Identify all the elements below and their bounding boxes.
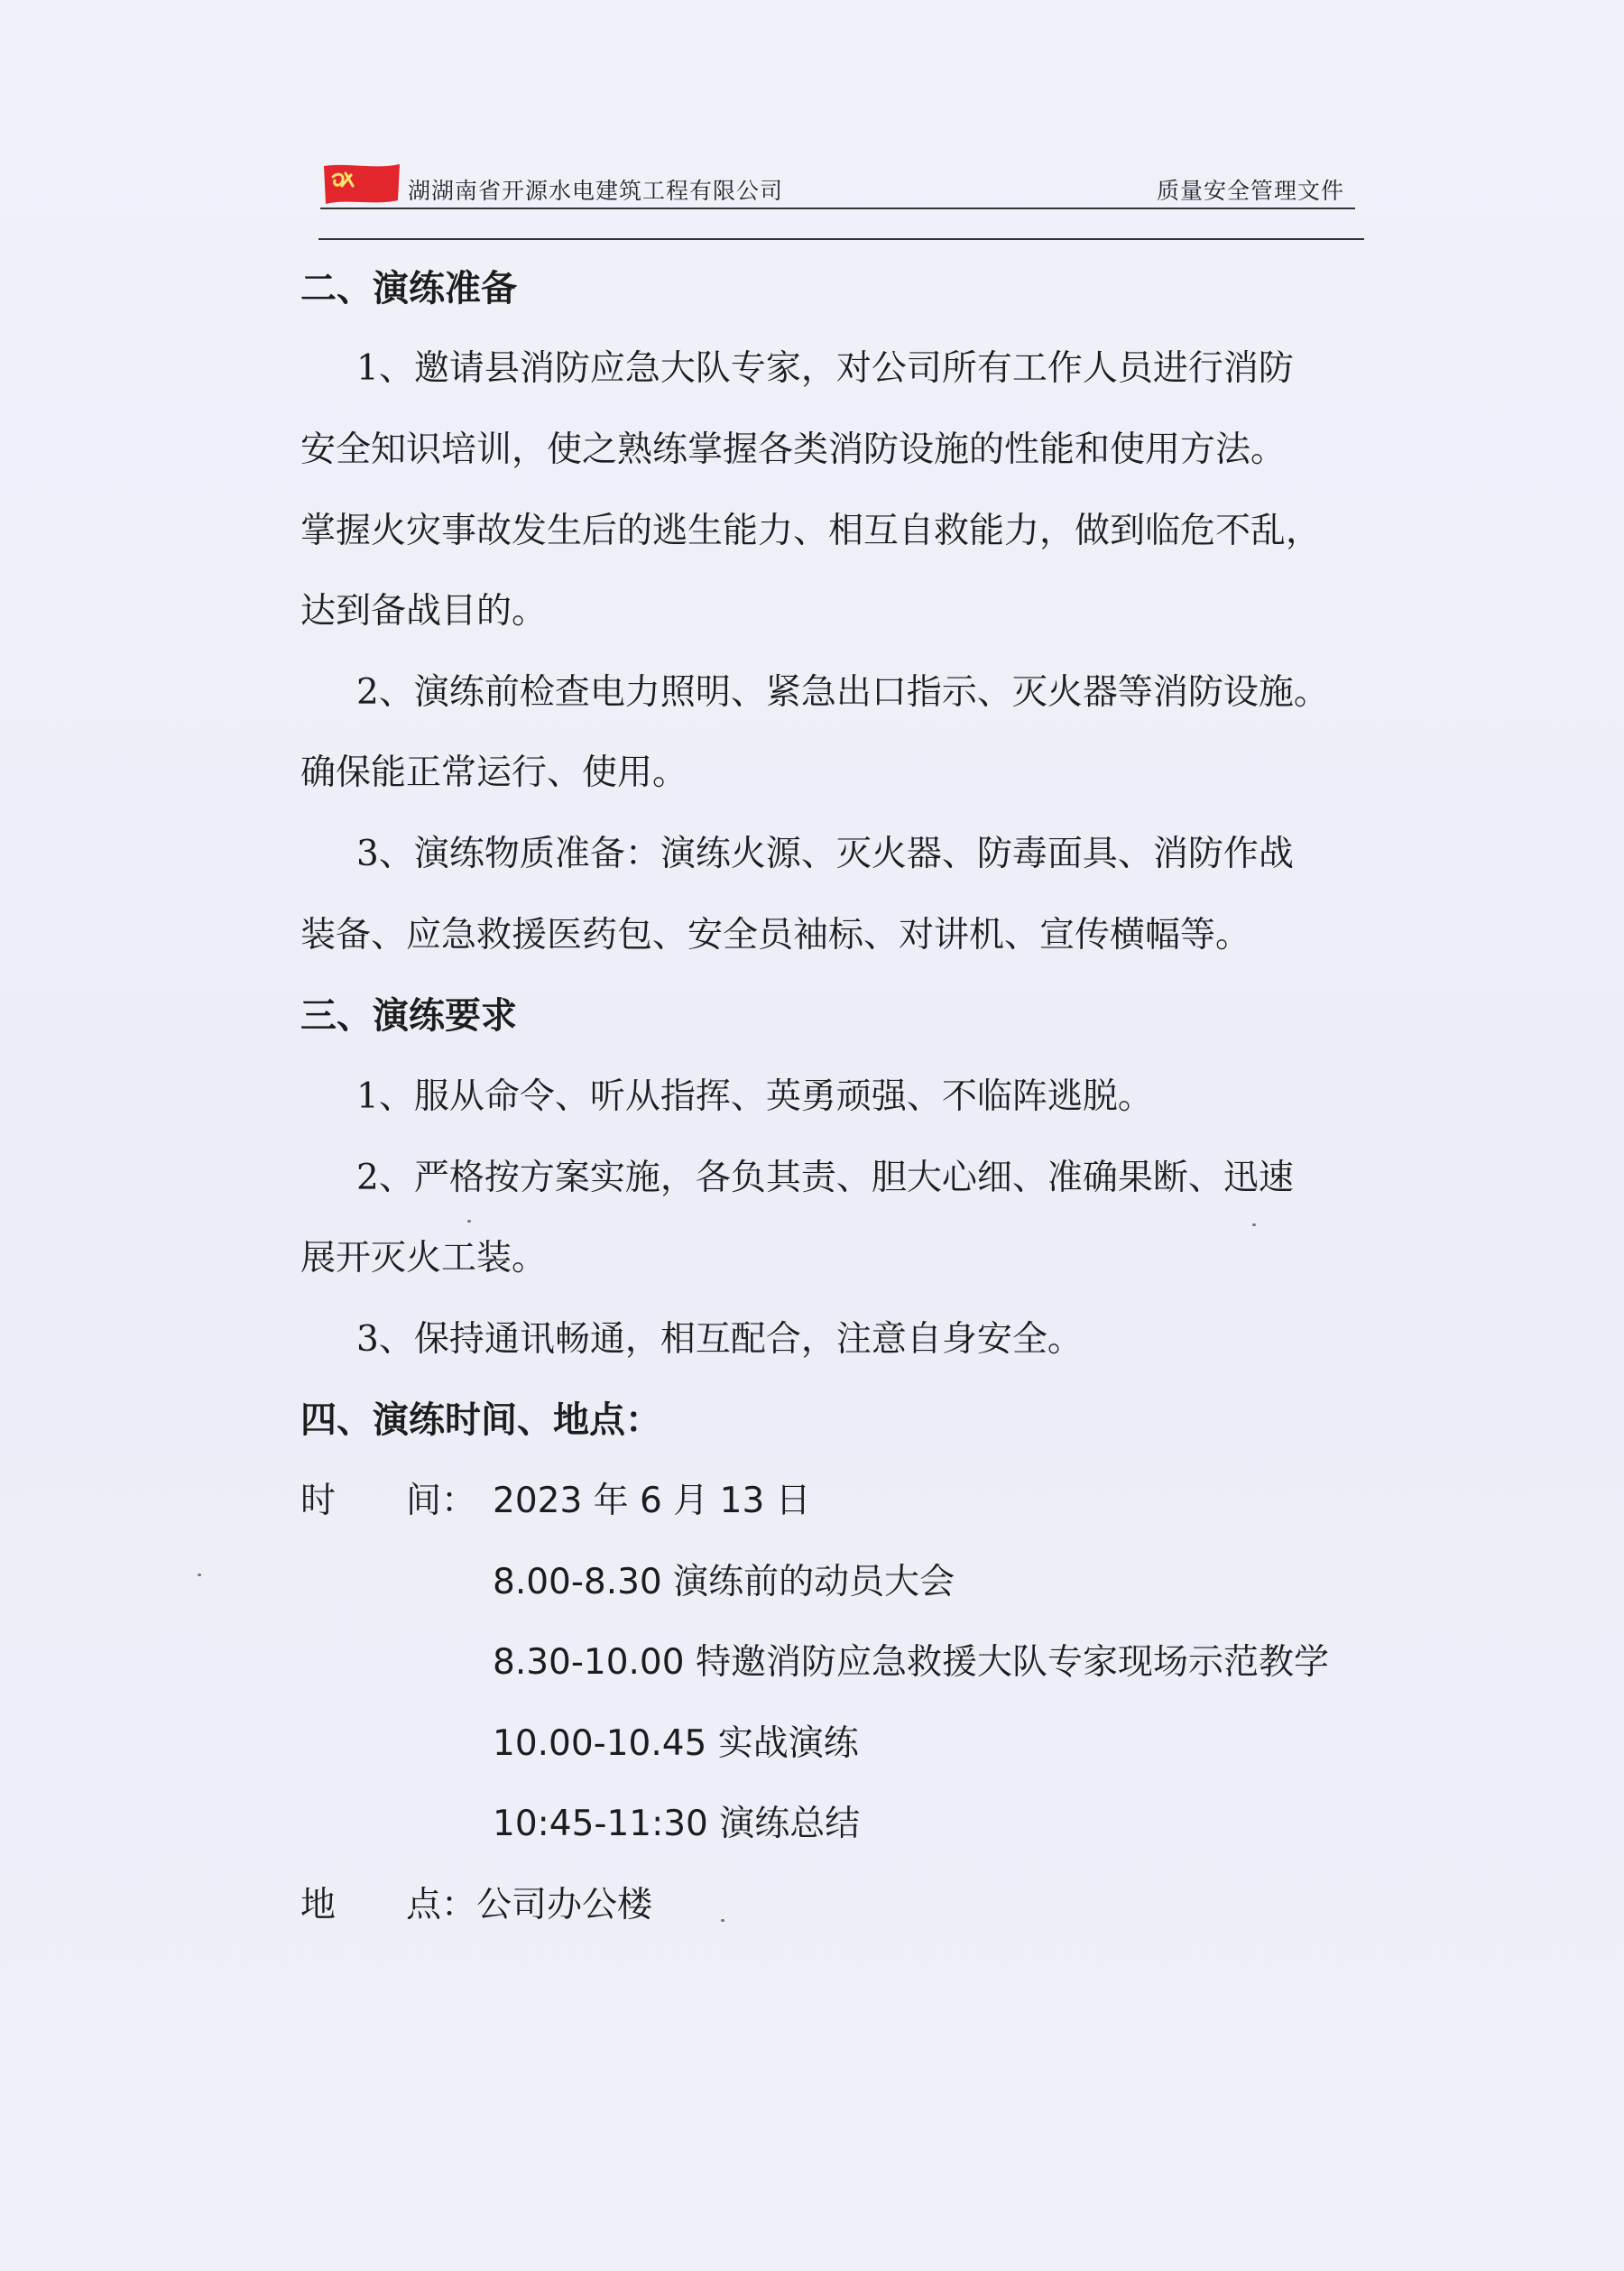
paragraph-line: 掌握火灾事故发生后的逃生能力、相互自救能力，做到临危不乱， <box>300 511 1322 551</box>
paragraph-line: 1、邀请县消防应急大队专家，对公司所有工作人员进行消防 <box>356 348 1294 389</box>
paragraph-line: 展开灭火工装。 <box>300 1238 548 1279</box>
place-label: 地 点： <box>300 1885 477 1925</box>
paragraph-line: 2、演练前检查电力照明、紧急出口指示、灭火器等消防设施。 <box>356 672 1329 713</box>
schedule-item: 10.00-10.45 实战演练 <box>493 1723 859 1764</box>
schedule-item: 8.30-10.00 特邀消防应急救援大队专家现场示范教学 <box>493 1642 1329 1683</box>
header-rule-lower <box>318 238 1364 240</box>
section-heading: 三、演练要求 <box>300 995 517 1037</box>
schedule-item: 10:45-11:30 演练总结 <box>493 1804 861 1844</box>
document-type: 质量安全管理文件 <box>1156 178 1344 204</box>
paragraph-line: 安全知识培训，使之熟练掌握各类消防设施的性能和使用方法。 <box>300 429 1287 470</box>
time-label: 时 间： <box>300 1481 477 1521</box>
paragraph-line: 2、严格按方案实施，各负其责、胆大心细、准确果断、迅速 <box>356 1158 1294 1198</box>
company-name: 湖湖南省开源水电建筑工程有限公司 <box>408 178 784 204</box>
schedule-item: 8.00-8.30 演练前的动员大会 <box>493 1562 955 1602</box>
paragraph-line: 3、保持通讯畅通，相互配合，注意自身安全。 <box>356 1319 1083 1360</box>
header-rule <box>320 208 1355 209</box>
paragraph-line: 确保能正常运行、使用。 <box>300 752 688 793</box>
paragraph-line: 装备、应急救援医药包、安全员袖标、对讲机、宣传横幅等。 <box>300 915 1251 955</box>
scan-speck <box>467 1220 471 1223</box>
paragraph-line: 1、服从命令、听从指挥、英勇顽强、不临阵逃脱。 <box>356 1076 1153 1117</box>
letterhead <box>320 153 1367 244</box>
paragraph-line: 3、演练物质准备：演练火源、灭火器、防毒面具、消防作战 <box>356 834 1294 874</box>
red-flag-logo-icon <box>320 161 403 208</box>
section-heading: 四、演练时间、地点： <box>300 1399 661 1441</box>
paragraph-line: 达到备战目的。 <box>300 591 548 632</box>
scan-speck <box>198 1574 201 1576</box>
scan-speck <box>721 1919 724 1922</box>
event-date: 2023 年 6 月 13 日 <box>493 1481 811 1521</box>
section-heading: 二、演练准备 <box>300 268 517 309</box>
scan-speck <box>1252 1223 1256 1226</box>
event-place: 公司办公楼 <box>476 1885 653 1925</box>
